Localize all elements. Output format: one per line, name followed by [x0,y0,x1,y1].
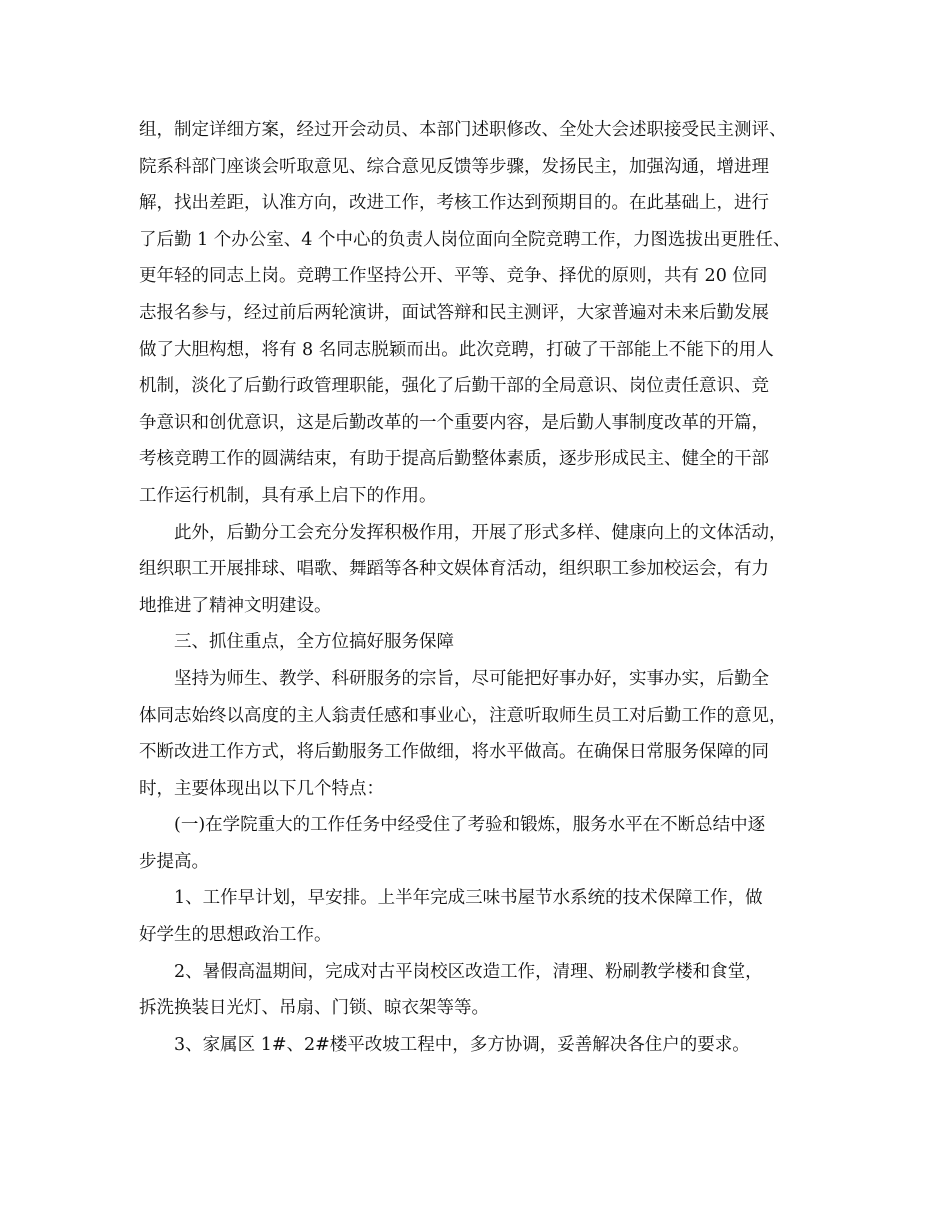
text-line: 了后勤 1 个办公室、4 个中心的负责人岗位面向全院竞聘工作，力图选拔出更胜任、 [139,229,791,250]
text-line: 3、家属区 1#、2#楼平改坡工程中，多方协调，妥善解决各住户的要求。 [174,1034,750,1055]
text-line: 此外，后勤分工会充分发挥积极作用，开展了形式多样、健康向上的文体活动， [174,522,787,543]
text-line: 拆洗换装日光灯、吊扇、门锁、晾衣架等等。 [139,998,489,1019]
document-body [139,112,819,1063]
text-line: 组，制定详细方案，经过开会动员、本部门述职修改、全处大会述职接受民主测评、 [139,120,787,140]
text-line: 坚持为师生、教学、科研服务的宗旨，尽可能把好事办好，实事办实，后勤全 [174,668,769,689]
text-line: 三、抓住重点，全方位搞好服务保障 [174,632,454,653]
text-line: 1、工作早计划，早安排。上半年完成三味书屋节水系统的技术保障工作，做 [174,888,763,909]
text-line: 更年轻的同志上岗。竞聘工作坚持公开、平等、竞争、择优的原则，共有 20 位同 [139,266,768,287]
text-line: 考核竞聘工作的圆满结束，有助于提高后勤整体素质，逐步形成民主、健全的干部 [139,449,769,470]
text-line: 不断改进工作方式，将后勤服务工作做细，将水平做高。在确保日常服务保障的同 [139,742,769,763]
text-line: 争意识和创优意识，这是后勤改革的一个重要内容，是后勤人事制度改革的开篇， [139,412,769,433]
text-line: 志报名参与，经过前后两轮演讲，面试答辩和民主测评，大家普遍对未来后勤发展 [139,302,769,323]
text-line: 地推进了精神文明建设。 [139,595,332,616]
text-line: 院系科部门座谈会听取意见、综合意见反馈等步骤，发扬民主，加强沟通，增进理 [139,156,769,177]
text-line: 体同志始终以高度的主人翁责任感和事业心，注意听取师生员工对后勤工作的意见， [139,705,787,726]
text-line: 2、暑假高温期间，完成对古平岗校区改造工作，清理、粉刷教学楼和食堂， [174,961,763,982]
text-line: 好学生的思想政治工作。 [139,925,332,946]
text-line: (一)在学院重大的工作任务中经受住了考验和锻炼，服务水平在不断总结中逐 [174,815,766,836]
text-line: 组织职工开展排球、唱歌、舞蹈等各种文娱体育活动，组织职工参加校运会，有力 [139,559,769,580]
text-line: 做了大胆构想，将有 8 名同志脱颖而出。此次竞聘，打破了干部能上不能下的用人 [139,339,774,360]
text-line: 工作运行机制，具有承上启下的作用。 [139,485,437,506]
text-line: 解，找出差距，认准方向，改进工作，考核工作达到预期目的。在此基础上，进行 [139,193,769,214]
text-line: 机制，淡化了后勤行政管理职能，强化了后勤干部的全局意识、岗位责任意识、竞 [139,376,769,397]
text-line: 步提高。 [139,851,209,872]
text-line: 时，主要体现出以下几个特点： [139,778,384,799]
